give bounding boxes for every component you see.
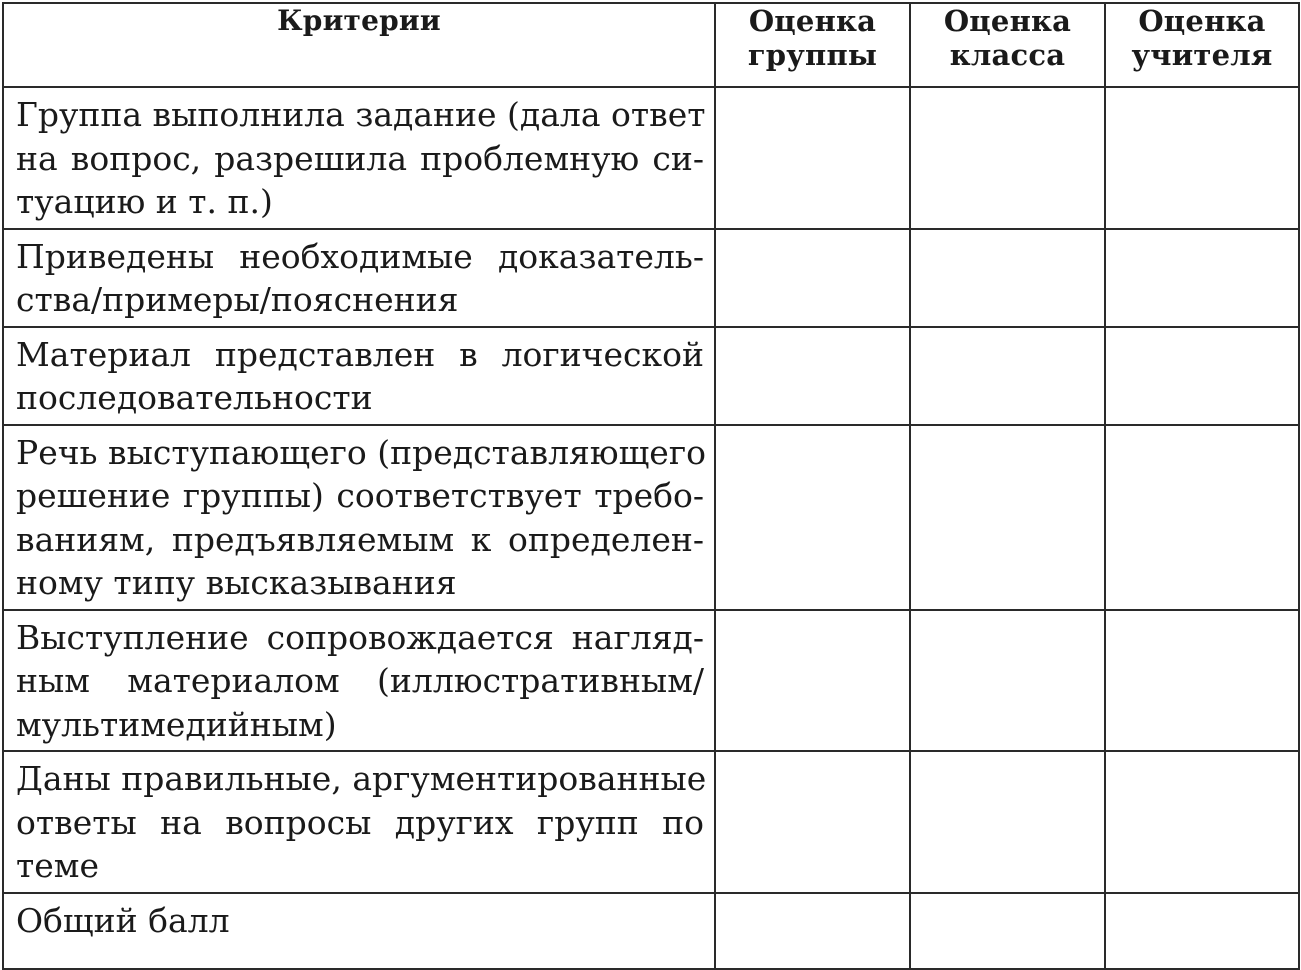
teacher-grade-cell[interactable] [1105, 327, 1299, 425]
criterion-line: ответы на вопросы других групп по [16, 802, 704, 842]
criterion-line: Выступление сопровождается нагляд- [16, 617, 704, 657]
class-grade-header [910, 3, 1105, 87]
criterion-line: ным материалом (иллюстративным/ [16, 661, 704, 700]
group-grade-cell[interactable] [715, 425, 910, 610]
criteria-header-label: Критерии [277, 4, 441, 37]
criterion-line: Группа выполнила задание (дала ответ [16, 95, 706, 134]
class-grade-total-cell[interactable] [910, 893, 1105, 969]
teacher-grade-header-line-2: учителя [1131, 38, 1273, 72]
criterion-cell [3, 327, 715, 425]
criterion-line: ства/примеры/пояснения [16, 280, 459, 319]
total-score-label: Общий балл [16, 900, 230, 940]
group-grade-cell[interactable] [715, 87, 910, 229]
total-row [3, 893, 1299, 969]
criterion-line: мультимедийным) [16, 704, 337, 744]
table-row [3, 425, 1299, 610]
class-grade-cell[interactable] [910, 327, 1105, 425]
criterion-cell [3, 751, 715, 893]
header-row [3, 3, 1299, 87]
criterion-line: Речь выступающего (представляющего [16, 432, 706, 472]
group-grade-header [715, 3, 910, 87]
teacher-grade-header-line-1: Оценка [1138, 4, 1266, 38]
group-grade-cell[interactable] [715, 327, 910, 425]
class-grade-cell[interactable] [910, 229, 1105, 327]
criterion-line: теме [16, 846, 99, 885]
criterion-line: на вопрос, разрешила проблемную си- [16, 138, 704, 178]
table-row [3, 751, 1299, 893]
teacher-grade-cell[interactable] [1105, 425, 1299, 610]
group-grade-cell[interactable] [715, 610, 910, 752]
teacher-grade-cell[interactable] [1105, 229, 1299, 327]
criterion-cell [3, 229, 715, 327]
teacher-grade-header [1105, 3, 1299, 87]
class-grade-cell[interactable] [910, 425, 1105, 610]
class-grade-cell[interactable] [910, 610, 1105, 752]
criterion-cell [3, 610, 715, 752]
class-grade-cell[interactable] [910, 87, 1105, 229]
criteria-table [2, 2, 1300, 970]
criterion-line: последовательности [16, 378, 373, 417]
table-row [3, 610, 1299, 752]
teacher-grade-total-cell[interactable] [1105, 893, 1299, 969]
criterion-line: Приведены необходимые доказатель- [16, 236, 704, 276]
group-grade-header-line-1: Оценка [748, 4, 877, 38]
criterion-cell [3, 425, 715, 610]
teacher-grade-cell[interactable] [1105, 87, 1299, 229]
criterion-line: ному типу высказывания [16, 563, 457, 602]
teacher-grade-cell[interactable] [1105, 610, 1299, 752]
teacher-grade-cell[interactable] [1105, 751, 1299, 893]
criteria-header [3, 3, 715, 87]
criterion-line: ваниям, предъявляемым к определен- [16, 519, 704, 559]
table-row [3, 87, 1299, 229]
criterion-line: туацию и т. п.) [16, 182, 273, 221]
group-grade-cell[interactable] [715, 229, 910, 327]
table-row [3, 229, 1299, 327]
group-grade-cell[interactable] [715, 751, 910, 893]
criterion-line: Даны правильные, аргументированные [16, 759, 707, 798]
class-grade-cell[interactable] [910, 751, 1105, 893]
criterion-line: решение группы) соответствует требо- [16, 476, 704, 515]
group-grade-header-line-2: группы [747, 38, 878, 72]
criterion-cell-total [3, 893, 715, 969]
criterion-line: Материал представлен в логической [16, 334, 704, 374]
table-row [3, 327, 1299, 425]
group-grade-total-cell[interactable] [715, 893, 910, 969]
class-grade-header-line-1: Оценка [943, 4, 1072, 38]
class-grade-header-line-2: класса [949, 38, 1066, 72]
criterion-cell [3, 87, 715, 229]
